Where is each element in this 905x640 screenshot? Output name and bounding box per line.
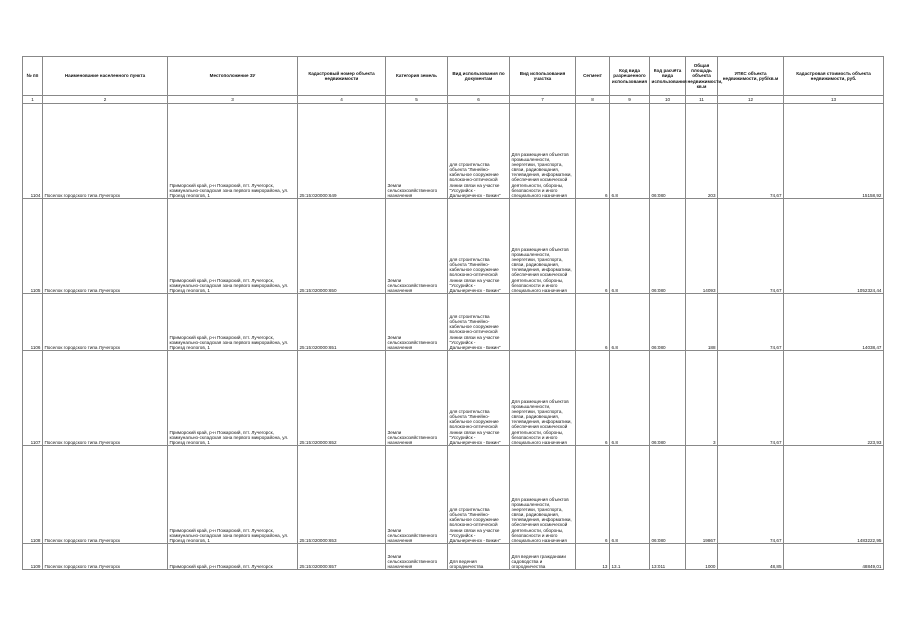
cadastral-value-cell: 223,93 [784, 351, 884, 446]
cadastral-value-cell: 48849,01 [784, 544, 884, 570]
area-cell: 188 [686, 294, 718, 351]
upks-cell: 48,85 [718, 544, 784, 570]
document-use-cell: для строительства объекта "Линейно-кабельное сооружение волоконно-оптической линии связи на участке "Уссурийск - Дальнереченск - Бикин" [448, 104, 510, 199]
document-use-cell: для строительства объекта "Линейно-кабельное сооружение волоконно-оптической линии связи на участке "Уссурийск - Дальнереченск - Бикин" [448, 446, 510, 544]
header-cell: Вид использования участка [510, 57, 576, 96]
settlement-cell: Поселок городского типа Лучегорск [43, 351, 168, 446]
header-cell: Кадастровый номер объекта недвижимости [298, 57, 386, 96]
row-number: 1104 [23, 104, 43, 199]
row-number: 1106 [23, 294, 43, 351]
land-category-cell: Земли сельскохозяйственного назначения [386, 544, 448, 570]
header-cell: Местоположение ЗУ [168, 57, 298, 96]
location-cell: Приморский край, р-н Пожарский, пгт. Лучегорск, коммунально-складская зона первого микрорайона, ул. Проезд геологов, 1 [168, 104, 298, 199]
segment-cell: 6 [576, 446, 610, 544]
upks-cell: 74,67 [718, 104, 784, 199]
land-category-cell: Земли сельскохозяйственного назначения [386, 446, 448, 544]
cadastral-value-cell: 1052324,44 [784, 199, 884, 294]
area-cell: 14093 [686, 199, 718, 294]
column-number: 10 [650, 96, 686, 104]
cadastral-number-cell: 25:15:020000:657 [298, 544, 386, 570]
location-cell: Приморский край, р-н Пожарский, пгт. Лучегорск, коммунально-складская зона первого микрорайона, ул. Проезд геологов, 1 [168, 199, 298, 294]
header-cell: Кадастровая стоимость объекта недвижимости, руб. [784, 57, 884, 96]
table-row [23, 351, 884, 446]
column-number: 8 [576, 96, 610, 104]
upks-cell: 74,67 [718, 199, 784, 294]
actual-use-cell: Для ведения гражданами садоводства и огородничества [510, 544, 576, 570]
document-use-cell: для строительства объекта "Линейно-кабельное сооружение волоконно-оптической линии связи на участке "Уссурийск - Дальнереченск - Бикин" [448, 351, 510, 446]
segment-cell: 6 [576, 199, 610, 294]
settlement-cell: Поселок городского типа Лучегорск [43, 104, 168, 199]
calc-code-cell: 06:080 [650, 294, 686, 351]
cadastral-value-cell: 15158,92 [784, 104, 884, 199]
vri-code-cell: 6.8 [610, 104, 650, 199]
cadastral-value-cell: 14038,47 [784, 294, 884, 351]
row-number: 1105 [23, 199, 43, 294]
document-use-cell: Для ведения огородничества [448, 544, 510, 570]
settlement-cell: Поселок городского типа Лучегорск [43, 544, 168, 570]
header-cell: УПКС объекта недвижимости, руб/кв.м [718, 57, 784, 96]
cadastral-number-cell: 25:15:020000:653 [298, 446, 386, 544]
column-number: 4 [298, 96, 386, 104]
actual-use-cell: Для размещения объектов промышленности, энергетики, транспорта, связи, радиовещания, телевидения, информатики, обеспечения космической деятельности, обороны, безопасности и иного специального назначения [510, 104, 576, 199]
location-cell: Приморский край, р-н Пожарский, пгт. Лучегорск, коммунально-складская зона первого микрорайона, ул. Проезд геологов, 1 [168, 446, 298, 544]
segment-cell: 13 [576, 544, 610, 570]
header-cell: Общая площадь объекта недвижимости, кв.м [686, 57, 718, 96]
column-number: 7 [510, 96, 576, 104]
cadastral-number-cell: 25:15:020000:650 [298, 199, 386, 294]
header-cell: Код вида разрешенного использования [610, 57, 650, 96]
header-cell: Наименование населенного пункта [43, 57, 168, 96]
header-cell: Сегмент [576, 57, 610, 96]
table-row [23, 544, 884, 570]
land-category-cell: Земли сельскохозяйственного назначения [386, 104, 448, 199]
land-category-cell: Земли сельскохозяйственного назначения [386, 294, 448, 351]
upks-cell: 74,67 [718, 446, 784, 544]
location-cell: Приморский край, р-н Пожарский, пгт. Лучегорск, коммунально-складская зона первого микрорайона, ул. Проезд геологов, 1 [168, 351, 298, 446]
column-number: 12 [718, 96, 784, 104]
calc-code-cell: 13:011 [650, 544, 686, 570]
header-row [23, 57, 884, 96]
upks-cell: 74,67 [718, 351, 784, 446]
calc-code-cell: 06:080 [650, 199, 686, 294]
actual-use-cell: Для размещения объектов промышленности, энергетики, транспорта, связи, радиовещания, телевидения, информатики, обеспечения космической деятельности, обороны, безопасности и иного специального назначения [510, 446, 576, 544]
column-number: 1 [23, 96, 43, 104]
area-cell: 203 [686, 104, 718, 199]
cadastral-number-cell: 25:15:020000:652 [298, 351, 386, 446]
segment-cell: 6 [576, 294, 610, 351]
column-number-row [23, 96, 884, 104]
vri-code-cell: 13.1 [610, 544, 650, 570]
vri-code-cell: 6.8 [610, 294, 650, 351]
row-number: 1108 [23, 446, 43, 544]
column-number: 13 [784, 96, 884, 104]
land-category-cell: Земли сельскохозяйственного назначения [386, 199, 448, 294]
area-cell: 1000 [686, 544, 718, 570]
actual-use-cell: Для размещения объектов промышленности, энергетики, транспорта, связи, радиовещания, телевидения, информатики, обеспечения космической деятельности, обороны, безопасности и иного специального назначения [510, 199, 576, 294]
upks-cell: 74,67 [718, 294, 784, 351]
vri-code-cell: 6.8 [610, 199, 650, 294]
segment-cell: 6 [576, 104, 610, 199]
cadastral-number-cell: 25:15:020000:649 [298, 104, 386, 199]
column-number: 3 [168, 96, 298, 104]
vri-code-cell: 6.8 [610, 446, 650, 544]
settlement-cell: Поселок городского типа Лучегорск [43, 294, 168, 351]
column-number: 9 [610, 96, 650, 104]
row-number: 1107 [23, 351, 43, 446]
row-number: 1109 [23, 544, 43, 570]
vri-code-cell: 6.8 [610, 351, 650, 446]
actual-use-cell: Для размещения объектов промышленности, энергетики, транспорта, связи, радиовещания, телевидения, информатики, обеспечения космической деятельности, обороны, безопасности и иного специального назначения [510, 351, 576, 446]
cadastral-value-cell: 1483222,95 [784, 446, 884, 544]
area-cell: 19867 [686, 446, 718, 544]
calc-code-cell: 06:080 [650, 351, 686, 446]
column-number: 6 [448, 96, 510, 104]
settlement-cell: Поселок городского типа Лучегорск [43, 446, 168, 544]
header-cell: № пп [23, 57, 43, 96]
area-cell: 3 [686, 351, 718, 446]
table-row [23, 104, 884, 199]
land-category-cell: Земли сельскохозяйственного назначения [386, 351, 448, 446]
header-cell: Вид использования по документам [448, 57, 510, 96]
column-number: 2 [43, 96, 168, 104]
column-number: 5 [386, 96, 448, 104]
location-cell: Приморский край, р-н Пожарский, пгт. Лучегорск [168, 544, 298, 570]
table-row [23, 294, 884, 351]
calc-code-cell: 06:080 [650, 446, 686, 544]
calc-code-cell: 06:080 [650, 104, 686, 199]
header-cell: Категория земель [386, 57, 448, 96]
location-cell: Приморский край, р-н Пожарский, пгт. Лучегорск, коммунально-складская зона первого микрорайона, ул. Проезд геологов, 1 [168, 294, 298, 351]
settlement-cell: Поселок городского типа Лучегорск [43, 199, 168, 294]
document-use-cell: для строительства объекта "Линейно-кабельное сооружение волоконно-оптической линии связи на участке "Уссурийск - Дальнереченск - Бикин" [448, 294, 510, 351]
table-row [23, 446, 884, 544]
column-number: 11 [686, 96, 718, 104]
document-use-cell: для строительства объекта "Линейно-кабельное сооружение волоконно-оптической линии связи на участке "Уссурийск - Дальнереченск - Бикин" [448, 199, 510, 294]
segment-cell: 6 [576, 351, 610, 446]
actual-use-cell [510, 294, 576, 351]
cadastral-value-table [22, 56, 884, 570]
table-row [23, 199, 884, 294]
cadastral-number-cell: 25:15:020000:651 [298, 294, 386, 351]
header-cell: Код расчёта вида использования [650, 57, 686, 96]
